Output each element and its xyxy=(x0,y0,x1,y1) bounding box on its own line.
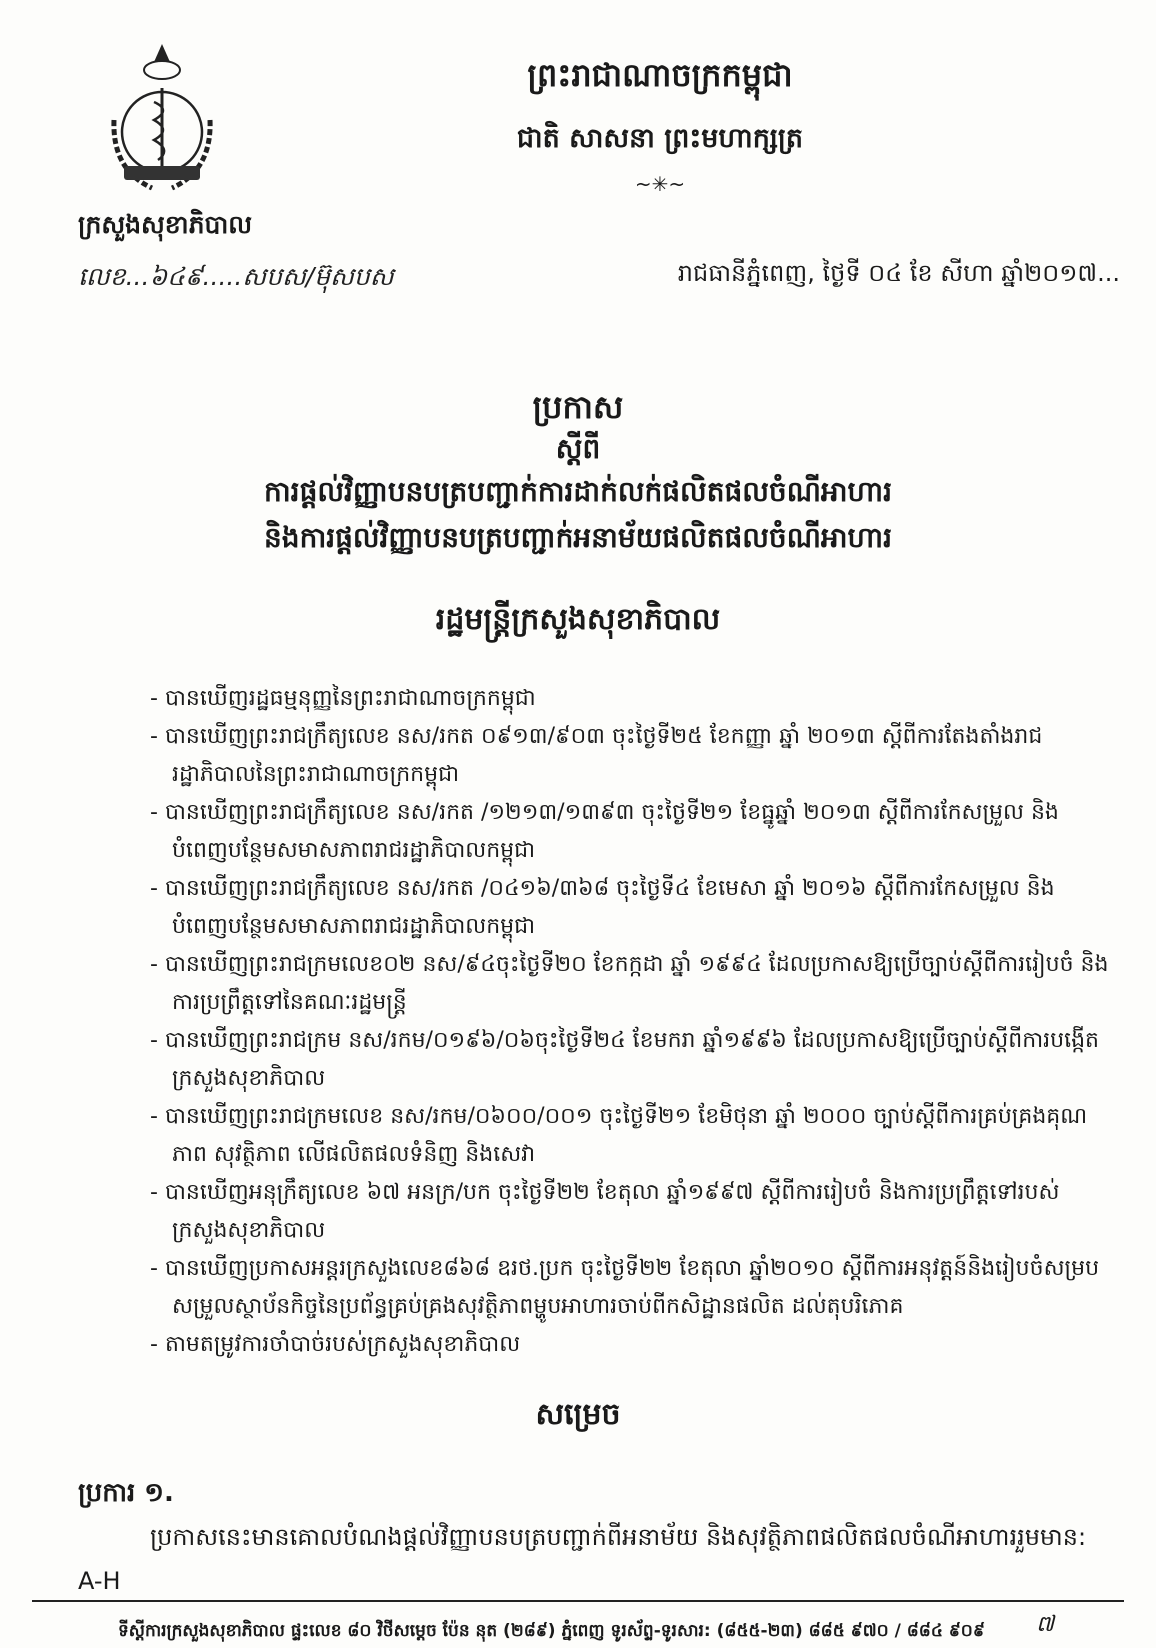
reference-item: - បានឃើញព្រះរាជក្រមលេខ០២ នស/៩៤ចុះថ្ងៃទី២០ ខែកក្កដា ឆ្នាំ ១៩៩៤ ដែលប្រកាសឱ្យប្រើច្បាប់ស្តីពីការរៀបចំ និងការប្រព្រឹត្តទៅនៃគណៈរដ្ឋមន្ត្រី xyxy=(150,946,1110,1022)
title-subject-line-2: និងការផ្តល់វិញ្ញាបនបត្របញ្ជាក់អនាម័យផលិតផលចំណីអាហារ xyxy=(264,521,892,554)
reference-item: - បានឃើញព្រះរាជក្រឹត្យលេខ នស/រកត /០៤១៦/៣៦៨ ចុះថ្ងៃទី៤ ខែមេសា ឆ្នាំ ២០១៦ ស្តីពីការកែសម្រួល និងបំពេញបន្ថែមសមាសភាពរាជរដ្ឋាភិបាលកម្ពុជា xyxy=(150,870,1110,946)
footer-divider xyxy=(32,1600,1124,1602)
place-and-date: រាជធានីភ្នំពេញ, ថ្ងៃទី ០៤ ខែ សីហា ឆ្នាំ២០១៧... xyxy=(677,259,1120,287)
page-number: ៧ xyxy=(1036,1612,1055,1637)
reference-item: - បានឃើញព្រះរាជក្រមលេខ នស/រកម/០៦០០/០០១ ចុះថ្ងៃទី២១ ខែមិថុនា ឆ្នាំ ២០០០ ច្បាប់ស្តីពីការគ្រប់គ្រងគុណភាព សុវត្ថិភាព លើផលិតផលទំនិញ និងសេវា xyxy=(150,1098,1110,1174)
reference-item: - បានឃើញព្រះរាជក្រឹត្យលេខ នស/រកត /១២១៣/១៣៩៣ ចុះថ្ងៃទី២១ ខែធ្នូឆ្នាំ ២០១៣ ស្តីពីការកែសម្រួល និងបំពេញបន្ថែមសមាសភាពរាជរដ្ឋាភិបាលកម្ពុជា xyxy=(150,794,1110,870)
issuing-authority: រដ្ឋមន្ត្រីក្រសួងសុខាភិបាល xyxy=(435,602,721,637)
article-1-text: ប្រកាសនេះមានគោលបំណងផ្តល់វិញ្ញាបនបត្របញ្ជាក់ពីអនាម័យ និងសុវត្ថិភាពផលិតផលចំណីអាហាររួមមាន: A-H xyxy=(78,1523,1087,1595)
reference-item: - បានឃើញប្រកាសអន្តរក្រសួងលេខ៨៦៨ ឧរថ.ប្រក ចុះថ្ងៃទី២២ ខែតុលា ឆ្នាំ២០១០ ស្តីពីការអនុវត្តន៍និងរៀបចំសម្របសម្រួលស្ថាប័នកិច្ចនៃប្រព័ន្ធគ្រប់គ្រងសុវត្ថិភាពម្ហូបអាហារចាប់ពីកសិដ្ឋានផលិត ដល់តុបរិភោគ xyxy=(150,1250,1110,1326)
ornament-divider: ~✳~ xyxy=(634,172,686,196)
ministry-emblem-icon xyxy=(92,40,232,200)
reference-item: - បានឃើញអនុក្រឹត្យលេខ ៦៧ អនក្រ/បក ចុះថ្ងៃទី២២ ខែតុលា ឆ្នាំ១៩៩៧ ស្តីពីការរៀបចំ និងការប្រព្រឹត្តទៅរបស់ក្រសួងសុខាភិបាល xyxy=(150,1174,1110,1250)
kingdom-heading: ព្រះរាជាណាចក្រកម្ពុជា xyxy=(527,56,793,94)
reference-item: - បានឃើញព្រះរាជក្រម នស/រកម/០១៩៦/០៦ចុះថ្ងៃទី២៤ ខែមករា ឆ្នាំ១៩៩៦ ដែលប្រកាសឱ្យប្រើច្បាប់ស្តីពីការបង្កើតក្រសួងសុខាភិបាល xyxy=(150,1022,1110,1098)
reference-item: - បានឃើញរដ្ឋធម្មនុញ្ញនៃព្រះរាជាណាចក្រកម្ពុជា xyxy=(150,680,1110,718)
document-title xyxy=(0,385,1156,561)
title-on: ស្តីពី xyxy=(555,432,601,465)
national-motto: ជាតិ សាសនា ព្រះមហាក្សត្រ xyxy=(516,123,804,154)
reference-item: - តាមតម្រូវការចាំបាច់របស់ក្រសួងសុខាភិបាល xyxy=(150,1326,1110,1364)
footer-address: ទីស្តីការក្រសួងសុខាភិបាល ផ្ទះលេខ ៨០ វិថីសម្តេច ប៉ែន នុត (២៨៩) ភ្នំពេញ ទូរស័ព្ទ-ទូរសារ: (៨៥៥-២៣) ៨៨៥ ៩៧០ / ៨៨៤ ៩០៩ xyxy=(118,1621,985,1641)
ministry-label: ក្រសួងសុខាភិបាល xyxy=(78,210,253,239)
reference-item: - បានឃើញព្រះរាជក្រឹត្យលេខ នស/រកត ០៩១៣/៩០៣ ចុះថ្ងៃទី២៥ ខែកញ្ញា ឆ្នាំ ២០១៣ ស្តីពីការតែងតាំងរាជរដ្ឋាភិបាលនៃព្រះរាជាណាចក្រកម្ពុជា xyxy=(150,718,1110,794)
decision-heading: សម្រេច xyxy=(535,1397,621,1432)
title-subject-line-1: ការផ្តល់វិញ្ញាបនបត្របញ្ជាក់ការដាក់លក់ផលិតផលចំណីអាហារ xyxy=(264,475,892,508)
reference-number: លេខ...៦៤៩.....សបស/ម៊ុសបស xyxy=(78,262,394,291)
legal-references xyxy=(150,680,1110,1364)
article-1-title: ប្រការ ១. xyxy=(78,1478,174,1508)
title-proclamation: ប្រកាស xyxy=(532,388,624,426)
